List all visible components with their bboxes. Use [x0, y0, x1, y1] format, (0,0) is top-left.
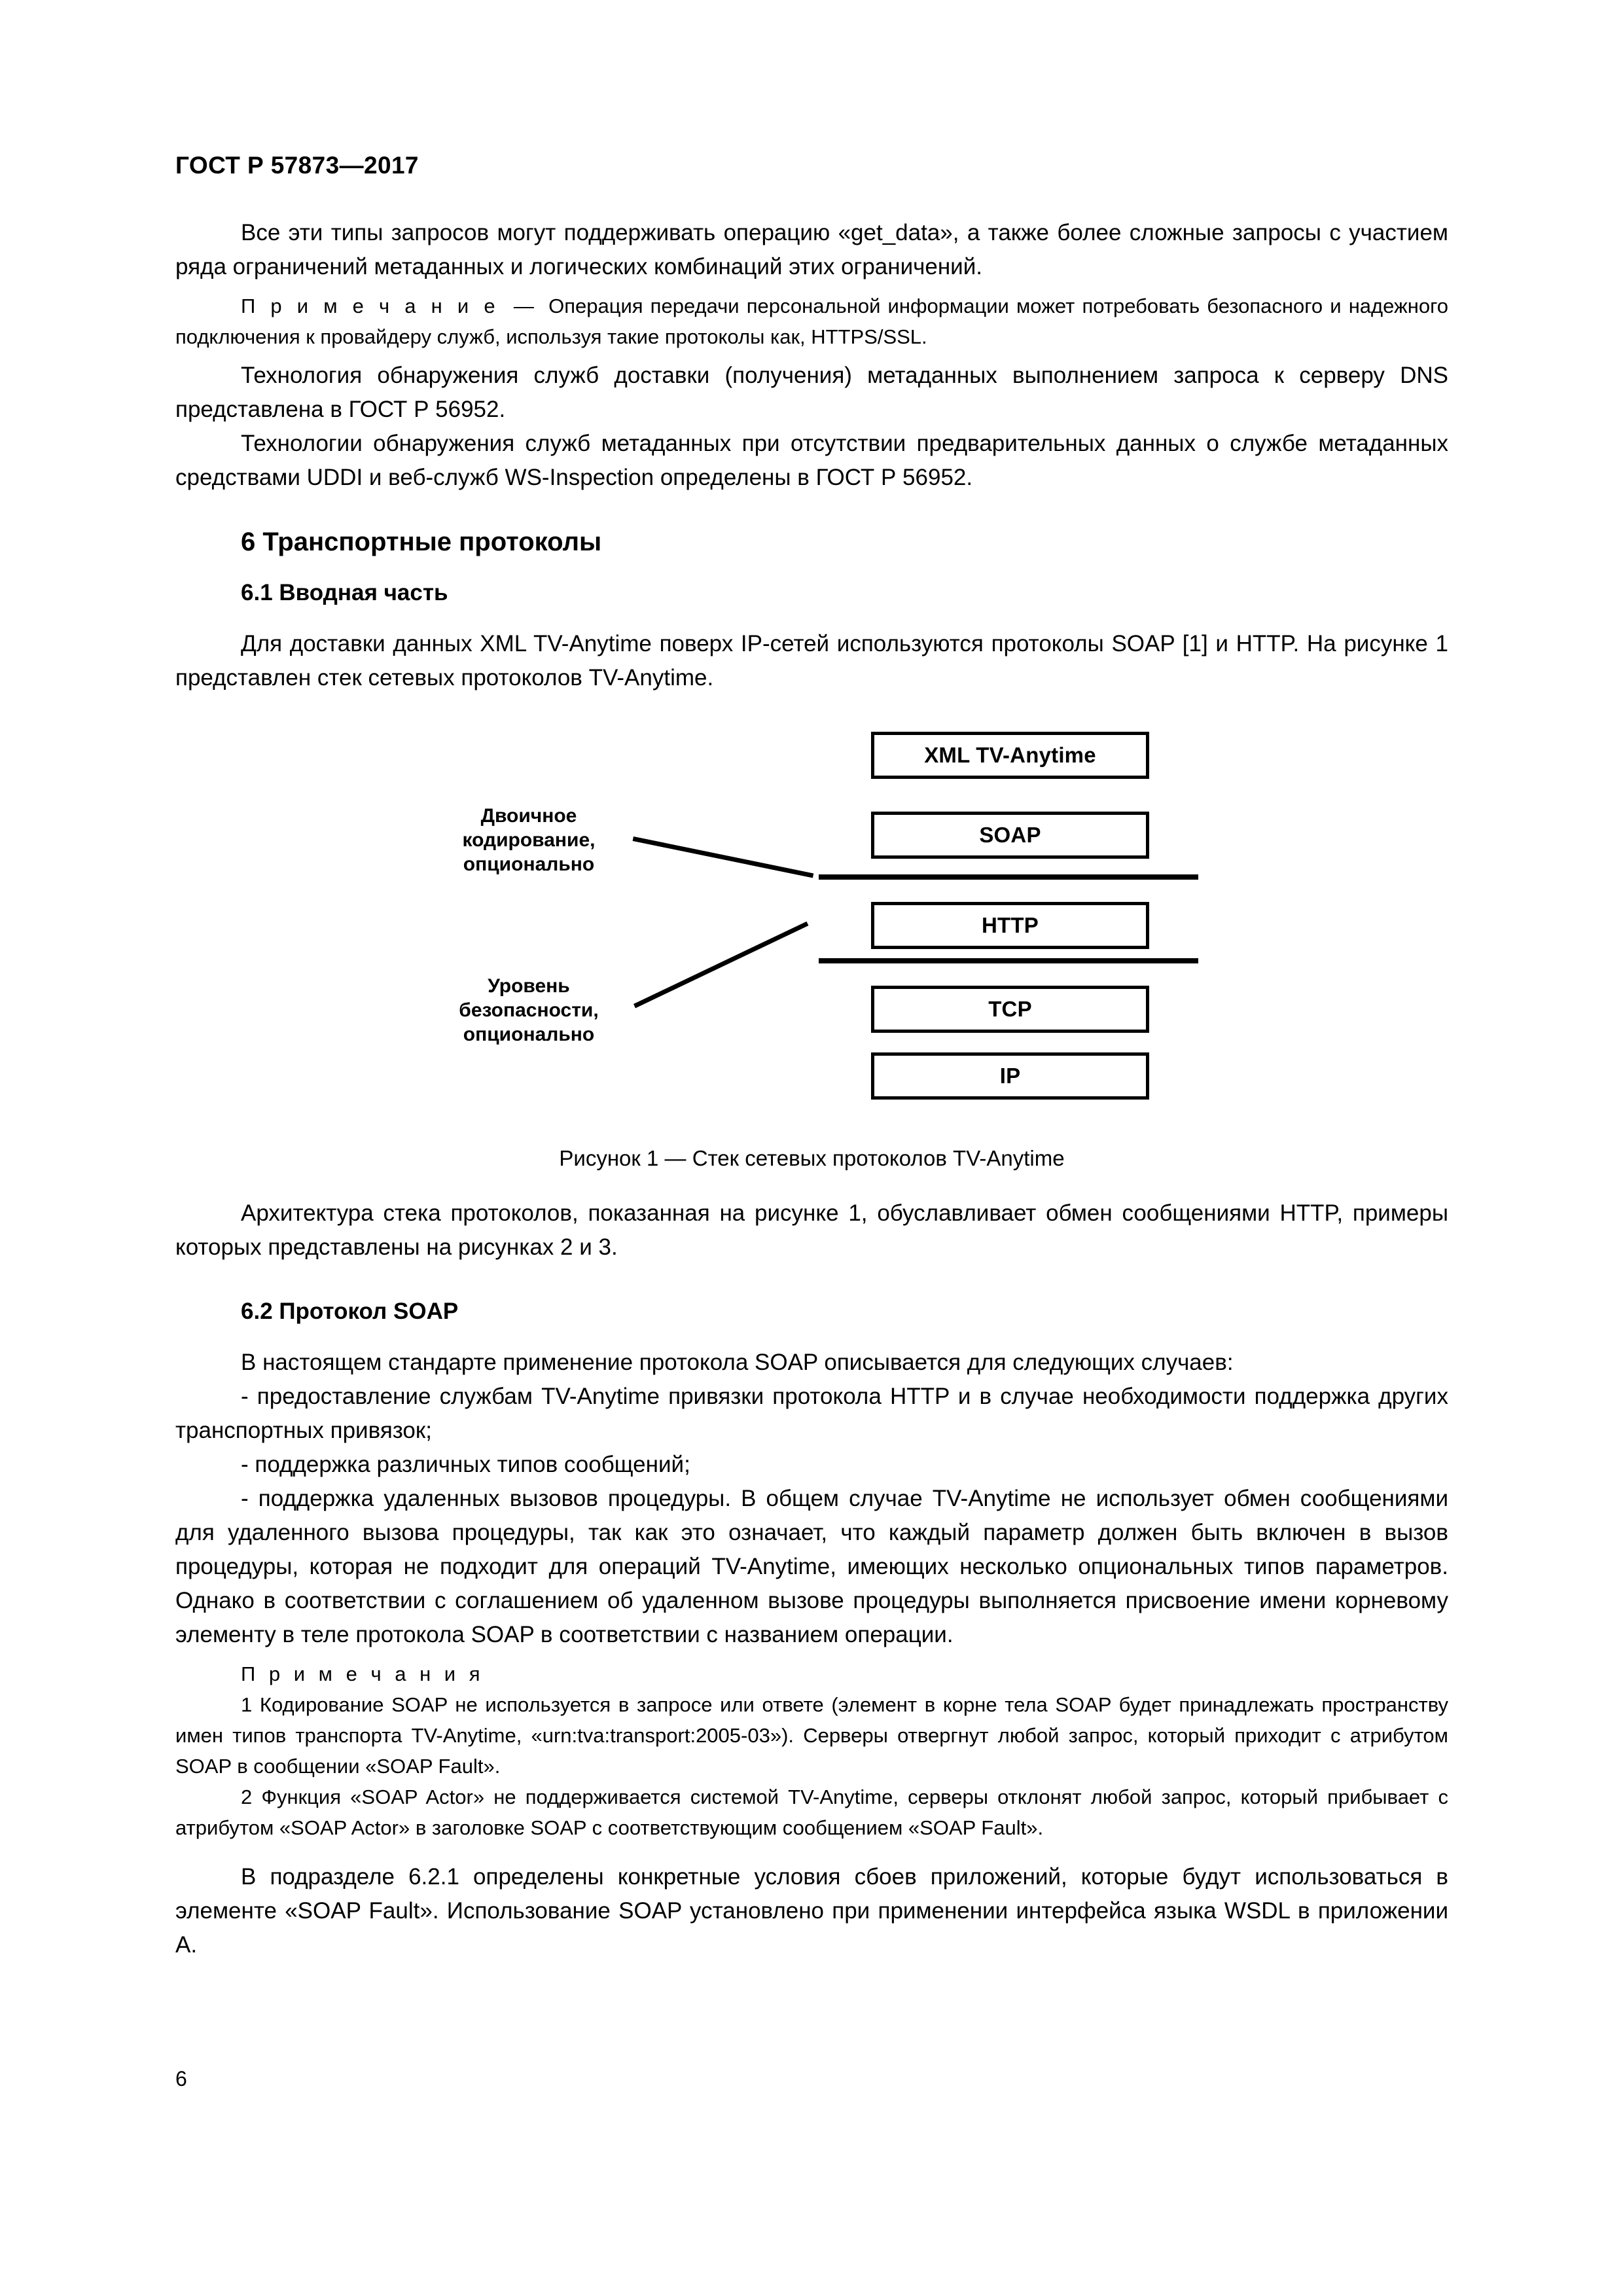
stack-box-xml-tv-anytime	[871, 732, 1149, 779]
annotation-line: опционально	[463, 1024, 595, 1045]
annotation-line: безопасности,	[459, 999, 599, 1021]
bullet-remote-procedure-calls: - поддержка удаленных вызовов процедуры. В общем случае TV-Anytime не использует обмен сообщениями для удаленного вызова процедуры, так как это означает, что каждый параметр должен быть включен в вызов процедуры, которая не подходит для операций TV-Anytime, имеющих несколько опциональных типов параметров. Однако в соответствии с соглашением об удаленном вызове процедуры выполняется присвоение имени корневому элементу в теле протокола SOAP в соответствии с названием операции.	[175, 1486, 1448, 1647]
subsection-heading-6-2: 6.2 Протокол SOAP	[241, 1299, 459, 1324]
stack-box-label: TCP	[988, 997, 1032, 1021]
paragraph-stack-architecture: Архитектура стека протоколов, показанная на рисунке 1, обуславливает обмен сообщениями HTTP, примеры которых представлены на рисунках 2 и 3.	[175, 1200, 1448, 1260]
note-item-2: 2 Функция «SOAP Actor» не поддерживается системой TV-Anytime, серверы отклонят любой запрос, который прибывает с атрибутом «SOAP Actor» в заголовке SOAP с соответствующим сообщением «SOAP Fault».	[175, 1785, 1448, 1839]
paragraph-xml-delivery: Для доставки данных XML TV-Anytime поверх IP-сетей используются протоколы SOAP [1] и HTTP. На рисунке 1 представлен стек сетевых протоколов TV-Anytime.	[175, 631, 1448, 691]
stack-box-tcp	[871, 986, 1149, 1033]
document-body	[175, 216, 1448, 1962]
stack-box-label: IP	[999, 1064, 1021, 1088]
stack-box-soap	[871, 812, 1149, 859]
note-dash: —	[499, 295, 549, 317]
separator-line-upper	[819, 874, 1198, 880]
section-heading-6: 6 Транспортные протоколы	[241, 528, 602, 556]
stack-box-label: SOAP	[979, 823, 1041, 847]
figure-caption: Рисунок 1 — Стек сетевых протоколов TV-Anytime	[559, 1146, 1065, 1170]
bullet-message-types: - поддержка различных типов сообщений;	[241, 1452, 690, 1477]
stack-box-ip	[871, 1052, 1149, 1100]
stack-box-label: HTTP	[982, 913, 1039, 937]
annotation-line: кодирование,	[462, 829, 596, 851]
stack-box-http	[871, 902, 1149, 949]
paragraph-soap-fault-conditions: В подразделе 6.2.1 определены конкретные условия сбоев приложений, которые будут использоваться в элементе «SOAP Fault». Использование SOAP установлено при применении интерфейса языка WSDL в приложении A.	[175, 1864, 1448, 1958]
annotation-binary-encoding	[424, 804, 633, 876]
note-text: Операция передачи персональной информации может потребовать безопасного и надежного подключения к провайдеру служб, используя такие протоколы как, HTTPS/SSL.	[175, 295, 1448, 348]
note-item-1: 1 Кодирование SOAP не используется в запросе или ответе (элемент в корне тела SOAP будет принадлежать пространству имен типов транспорта TV-Anytime, «urn:tva:transport:2005-03»). Серверы отвергнут любой запрос, который приходит с атрибутом SOAP в сообщении «SOAP Fault».	[175, 1693, 1448, 1778]
notes-label: П р и м е ч а н и я	[241, 1662, 484, 1685]
subsection-heading-6-1: 6.1 Вводная часть	[241, 580, 448, 605]
paragraph-uddi-discovery: Технологии обнаружения служб метаданных при отсутствии предварительных данных о службе метаданных средствами UDDI и веб-служб WS-Inspection определены в ГОСТ Р 56952.	[175, 431, 1448, 490]
note-block-1	[175, 291, 1448, 352]
annotation-line: опционально	[463, 853, 595, 875]
paragraph-all-query-types: Все эти типы запросов могут поддерживать операцию «get_data», а также более сложные запросы с участием ряда ограничений метаданных и логических комбинаций этих ограничений.	[175, 220, 1448, 279]
note-label: П р и м е ч а н и е	[241, 295, 499, 317]
paragraph-soap-usage-intro: В настоящем стандарте применение протокола SOAP описывается для следующих случаев:	[241, 1350, 1234, 1375]
leader-line-security-layer	[633, 922, 808, 1008]
figure-1-protocol-stack	[175, 712, 1448, 1170]
paragraph-dns-discovery: Технология обнаружения служб доставки (получения) метаданных выполнением запроса к серверу DNS представлена в ГОСТ Р 56952.	[175, 363, 1448, 422]
bullet-http-binding: - предоставление службам TV-Anytime привязки протокола HTTP и в случае необходимости поддержка других транспортных привязок;	[175, 1384, 1448, 1443]
standard-header: ГОСТ Р 57873—2017	[175, 152, 419, 179]
annotation-security-layer	[424, 974, 633, 1047]
annotation-line: Уровень	[488, 975, 570, 997]
annotation-line: Двоичное	[480, 805, 577, 827]
separator-line-lower	[819, 958, 1198, 963]
page-number: 6	[175, 2067, 187, 2090]
leader-line-binary-encoding	[633, 836, 814, 878]
stack-box-label: XML TV-Anytime	[924, 743, 1096, 767]
